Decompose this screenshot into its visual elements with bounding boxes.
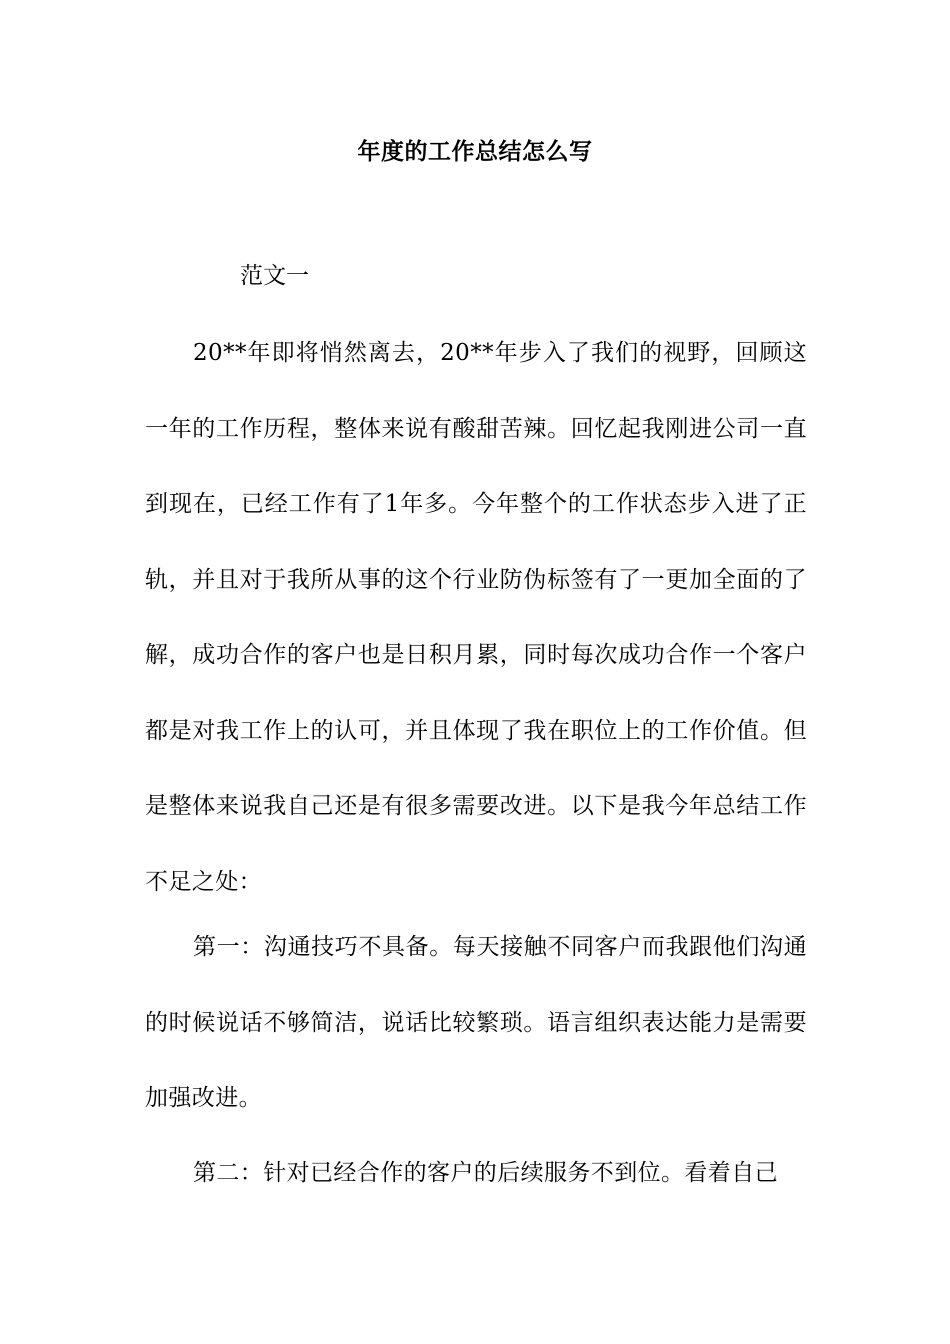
paragraph-1: 20**年即将悄然离去，20**年步入了我们的视野，回顾这一年的工作历程，整体来说有酸甜苦辣。回忆起我刚进公司一直到现在，已经工作有了1年多。今年整个的工作状态步入进了正轨，并且对于我所从事的这个行业防伪标签有了一更加全面的了解，成功合作的客户也是日积月累，同时每次成功合作一个客户都是对我工作上的认可，并且体现了我在职位上的工作价值。但是整体来说我自己还是有很多需要改进。以下是我今年总结工作不足之处： [145, 340, 807, 895]
document-title: 年度的工作总结怎么写 [357, 139, 593, 165]
paragraph-2: 第一：沟通技巧不具备。每天接触不同客户而我跟他们沟通的时候说话不够简洁，说话比较繁琐。语言组织表达能力是需要加强改进。 [145, 934, 807, 1111]
paragraph-3: 第二：针对已经合作的客户的后续服务不到位。看着自己 [193, 1160, 778, 1186]
section-label: 范文一 [240, 263, 309, 289]
